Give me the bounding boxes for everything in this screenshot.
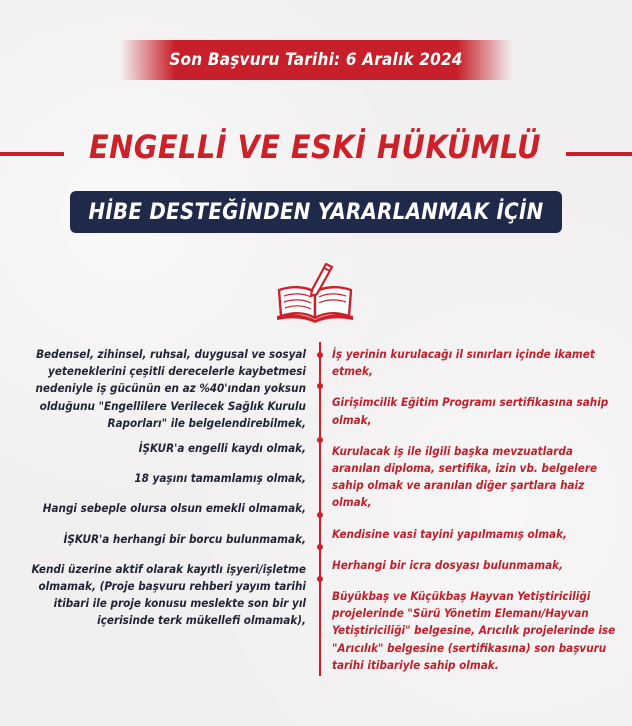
right-requirement: İş yerinin kurulacağı il sınırları içinde ikamet etmek, [332, 347, 595, 379]
right-requirement: Herhangi bir icra dosyası bulunmamak, [332, 557, 564, 572]
left-requirement: İŞKUR'a engelli kaydı olmak, [138, 441, 306, 456]
right-requirement: Girişimcilik Eğitim Programı sertifikasına sahip olmak, [332, 395, 609, 427]
left-requirement: İŞKUR'a herhangi bir borcu bulunmamak, [63, 531, 306, 546]
subtitle-banner [70, 191, 562, 233]
right-requirements-list [332, 346, 622, 674]
timeline-dot [317, 383, 323, 389]
right-requirement: Kendisine vasi tayini yapılmamış olmak, [332, 526, 567, 541]
deadline-text: Son Başvuru Tarihi: 6 Aralık 2024 [169, 50, 463, 70]
left-requirement: 18 yaşını tamamlamış olmak, [134, 471, 306, 486]
timeline-dot [317, 352, 323, 358]
left-requirement: Kendi üzerine aktif olarak kayıtlı işyeri/işletme olmamak, (Proje başvuru rehberi yayım tarihi itibari ile proje konusu meslekte son bir yıl içerisinde terk mükellefi olmamak), [31, 561, 306, 628]
left-requirement: Bedensel, zihinsel, ruhsal, duygusal ve sosyal yeteneklerini çeşitli derecelerle kaybetmesi nedeniyle iş gücünün en az %40'ından yoksun olduğunu "Engellilere Verilecek Sağlık Kurulu Raporları" ile belgelendirebilmek, [35, 347, 306, 430]
open-book-with-pen-icon [271, 258, 359, 324]
timeline-line [319, 342, 321, 676]
timeline-dot [317, 437, 323, 443]
timeline-dot [317, 576, 323, 582]
timeline-dot [317, 512, 323, 518]
page-title: ENGELLİ VE ESKİ HÜKÜMLÜ [88, 128, 541, 166]
right-requirement: Büyükbaş ve Küçükbaş Hayvan Yetiştiriciliği projelerinde "Sürü Yönetim Elemanı/Hayvan Yetiştiriciliği" belgesine, Arıcılık projelerinde ise "Arıcılık" belgesine (sertifikasına) son başvuru tarihi itibariyle sahip olmak. [332, 589, 616, 672]
subtitle-text: HİBE DESTEĞİNDEN YARARLANMAK İÇİN [88, 199, 544, 225]
deadline-banner [120, 40, 512, 80]
left-requirements-list [20, 346, 306, 630]
title-rule-left [0, 152, 64, 156]
timeline-dot [317, 544, 323, 550]
right-requirement: Kurulacak iş ile ilgili başka mevzuatlarda aranılan diploma, sertifika, izin vb. belgelere sahip olmak ve aranılan diğer şartlara haiz olmak, [332, 443, 598, 510]
left-requirement: Hangi sebeple olursa olsun emekli olmamak, [42, 501, 306, 516]
title-rule-right [566, 152, 632, 156]
